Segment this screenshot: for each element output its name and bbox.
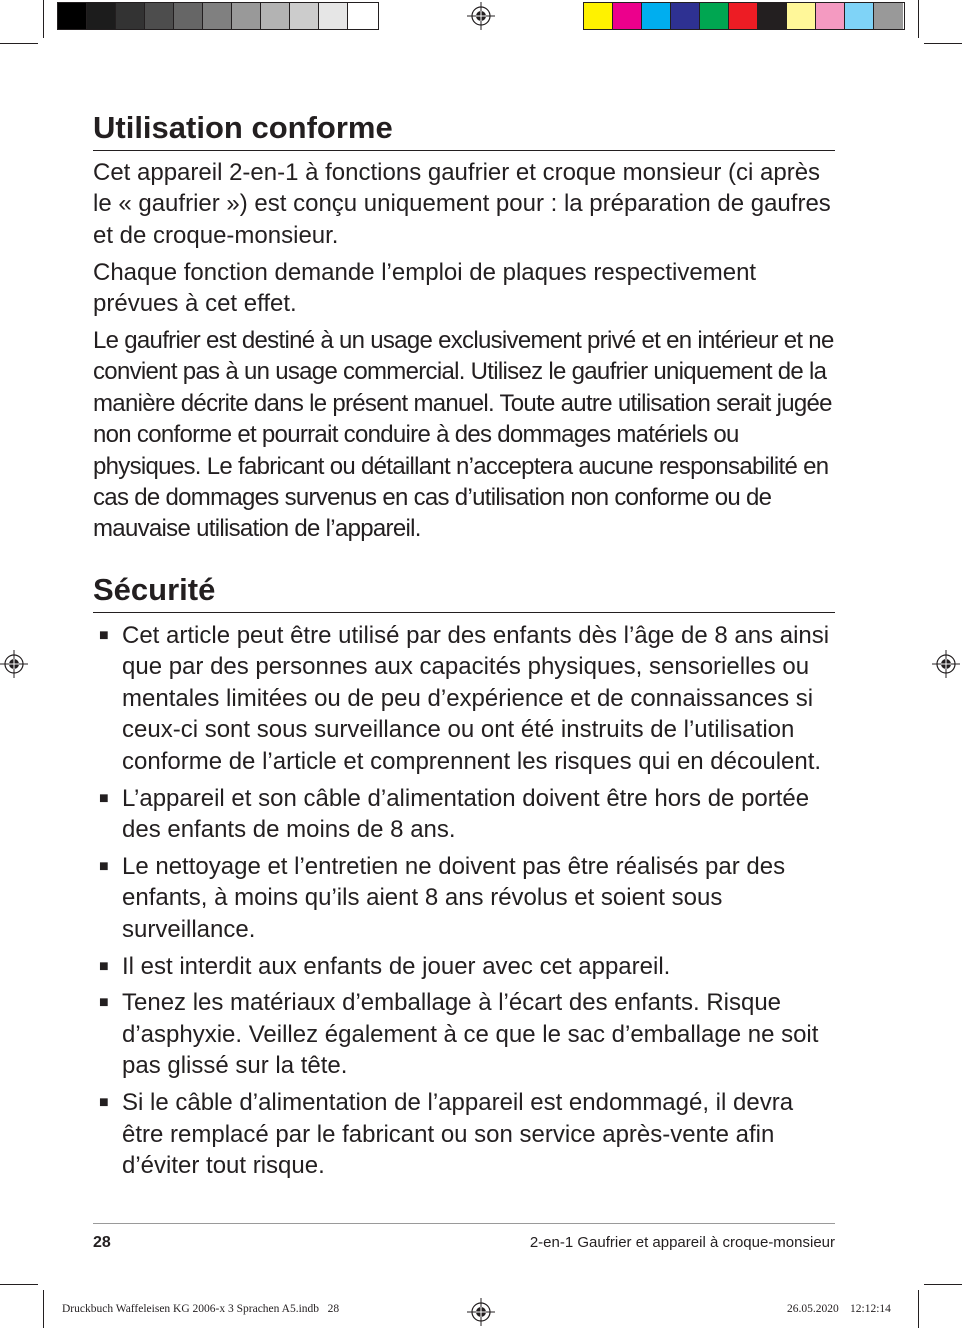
- list-item-text: Cet article peut être utilisé par des enfants dès l’âge de 8 ans ainsi que par des personnes aux capacités physiques, sensorielles ou mentales limitées ou de peu d’expérience et de connaissances si ceux-ci sont sous surveillance ou ont été instruits de l’utilisation conforme de l’article et comprennent les risques qui en découlent.: [122, 622, 830, 775]
- calibration-swatch: [787, 3, 816, 29]
- section-heading-securite: Sécurité: [93, 572, 835, 613]
- list-item: [93, 951, 838, 982]
- slug-filename: Druckbuch Waffeleisen KG 2006-x 3 Sprachen A5.indb 28: [62, 1303, 340, 1315]
- calibration-swatch: [758, 3, 787, 29]
- plates-paragraph: Chaque fonction demande l’emploi de plaques respectivement prévues à cet effet.: [93, 259, 757, 318]
- square-bullet-icon: ■: [99, 857, 109, 875]
- usage-restriction-paragraph: Le gaufrier est destiné à un usage exclusivement privé et en intérieur et ne convient pas à un usage commercial. Utilisez le gaufrier uniquement de la manière décrite dans le présent manuel. Toute autre utilisation serait jugée non conforme et pourrait conduire à des dommages matériels ou physiques. Le fabricant ou détaillant n’acceptera aucune responsabilité en cas de dommages survenus en cas d’utilisation non conforme ou de mauvaise utilisation de l’appareil.: [93, 327, 834, 543]
- calibration-swatch: [671, 3, 700, 29]
- square-bullet-icon: ■: [99, 957, 109, 975]
- calibration-swatch: [348, 3, 377, 29]
- list-item-text: Si le câble d’alimentation de l’appareil est endommagé, il devra être remplacé par le fabricant ou son service après-vente afin d’éviter tout risque.: [122, 1089, 794, 1179]
- calibration-swatch: [116, 3, 145, 29]
- safety-list: [93, 620, 838, 1187]
- calibration-swatch: [261, 3, 290, 29]
- crop-mark: [918, 1290, 919, 1328]
- registration-target-icon: [932, 650, 960, 678]
- calibration-swatch: [816, 3, 845, 29]
- color-calibration-bar: [583, 2, 905, 30]
- list-item-text: Le nettoyage et l’entretien ne doivent pas être réalisés par des enfants, à moins qu’ils aient 8 ans révolus et soient sous surveillance.: [122, 852, 786, 943]
- list-item-text: Il est interdit aux enfants de jouer avec cet appareil.: [122, 952, 671, 980]
- calibration-swatch: [845, 3, 874, 29]
- calibration-swatch: [319, 3, 348, 29]
- list-item: [93, 620, 838, 777]
- calibration-swatch: [642, 3, 671, 29]
- list-item: [93, 1087, 838, 1181]
- registration-target-icon: [467, 2, 495, 30]
- list-item-text: Tenez les matériaux d’emballage à l’écart des enfants. Risque d’asphyxie. Veillez également à ce que le sac d’emballage ne soit pas glissé sur la tête.: [122, 989, 819, 1080]
- crop-mark: [43, 0, 44, 38]
- calibration-swatch: [874, 3, 903, 29]
- list-item: [93, 851, 838, 945]
- crop-mark: [0, 43, 38, 44]
- calibration-swatch: [58, 3, 87, 29]
- calibration-swatch: [145, 3, 174, 29]
- crop-mark: [924, 43, 962, 44]
- calibration-swatch: [290, 3, 319, 29]
- calibration-swatch: [584, 3, 613, 29]
- crop-mark: [918, 0, 919, 38]
- list-item: [93, 783, 838, 846]
- square-bullet-icon: ■: [99, 1094, 109, 1112]
- calibration-swatch: [203, 3, 232, 29]
- crop-mark: [43, 1290, 44, 1328]
- calibration-swatch: [613, 3, 642, 29]
- crop-mark: [924, 1284, 962, 1285]
- calibration-swatch: [700, 3, 729, 29]
- page-number: 28: [93, 1234, 111, 1251]
- slug-time: 12:12:14: [850, 1303, 891, 1315]
- square-bullet-icon: ■: [99, 994, 109, 1012]
- crop-mark: [0, 1284, 38, 1285]
- grey-calibration-bar: [57, 2, 379, 30]
- slug-date: 26.05.2020: [787, 1303, 839, 1315]
- calibration-swatch: [87, 3, 116, 29]
- footer-divider: [93, 1223, 835, 1224]
- calibration-swatch: [729, 3, 758, 29]
- intended-use-paragraph: Cet appareil 2-en-1 à fonctions gaufrier et croque monsieur (ci après le « gaufrier ») est conçu uniquement pour : la préparation de gaufres et de croque-monsieur.: [93, 159, 831, 249]
- square-bullet-icon: ■: [99, 789, 109, 807]
- list-item: [93, 987, 838, 1081]
- calibration-swatch: [232, 3, 261, 29]
- registration-target-icon: [0, 650, 28, 678]
- section-heading-utilisation: Utilisation conforme: [93, 110, 835, 151]
- square-bullet-icon: ■: [99, 627, 109, 644]
- footer-title: 2-en-1 Gaufrier et appareil à croque-monsieur: [529, 1234, 835, 1251]
- calibration-swatch: [174, 3, 203, 29]
- list-item-text: L’appareil et son câble d’alimentation doivent être hors de portée des enfants de moins de 8 ans.: [122, 784, 810, 843]
- registration-target-icon: [467, 1298, 495, 1326]
